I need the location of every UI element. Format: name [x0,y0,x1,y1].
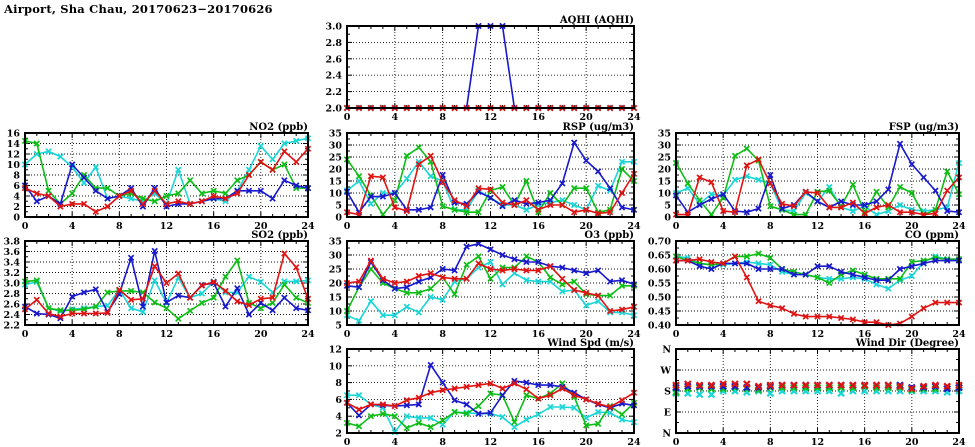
point-markers [673,388,962,398]
svg-text:2.2: 2.2 [325,87,342,99]
svg-text:4: 4 [68,221,76,232]
svg-text:0: 0 [335,212,342,224]
svg-text:25: 25 [328,152,342,164]
svg-text:16: 16 [858,437,872,447]
svg-text:0.55: 0.55 [647,278,671,290]
svg-text:12: 12 [483,112,498,123]
svg-text:3.0: 3.0 [3,278,20,290]
svg-text:N: N [662,428,671,440]
chart-title: Wind Spd (m/s) [547,338,634,349]
svg-text:0: 0 [343,112,351,123]
svg-text:20: 20 [328,278,342,290]
svg-text:24: 24 [952,437,966,447]
svg-text:0.50: 0.50 [647,292,671,304]
chart-title: RSP (ug/m3) [562,122,634,133]
svg-text:2.8: 2.8 [3,289,20,300]
svg-text:24: 24 [952,221,966,232]
svg-text:16: 16 [531,437,545,447]
svg-text:8: 8 [439,221,446,232]
chart-rsp [329,122,641,232]
svg-text:0.60: 0.60 [647,264,671,276]
svg-text:8: 8 [767,437,774,447]
svg-text:8: 8 [439,437,446,447]
svg-text:15: 15 [328,292,342,304]
svg-text:5: 5 [664,200,671,212]
svg-text:24: 24 [627,437,641,447]
svg-text:10: 10 [6,160,20,171]
svg-text:0.45: 0.45 [647,306,671,318]
svg-text:3.8: 3.8 [3,236,20,248]
svg-text:4: 4 [335,411,342,423]
svg-text:5: 5 [335,200,342,212]
chart-title: O3 (ppb) [584,230,634,241]
svg-text:24: 24 [627,221,641,232]
chart-title: NO2 (ppb) [249,122,308,133]
svg-text:24: 24 [952,329,966,340]
point-markers [344,23,636,110]
chart-title: SO2 (ppb) [251,230,308,241]
svg-text:20: 20 [905,329,919,340]
svg-text:2: 2 [335,428,342,440]
series-cyan [673,388,962,398]
svg-text:4: 4 [719,221,727,232]
svg-text:8: 8 [335,378,342,390]
svg-text:16: 16 [531,112,545,123]
svg-text:4: 4 [719,437,727,447]
svg-text:12: 12 [810,329,825,340]
svg-text:20: 20 [579,329,593,340]
svg-text:8: 8 [767,221,774,232]
chart-wdir [659,338,966,447]
svg-text:E: E [663,407,671,419]
axis-labels [659,345,966,447]
svg-text:20: 20 [579,437,593,447]
svg-text:2: 2 [13,202,20,213]
svg-text:20: 20 [254,221,268,232]
svg-text:10: 10 [328,306,342,318]
chart-o3 [329,230,641,340]
svg-text:0: 0 [13,212,20,224]
svg-text:12: 12 [159,329,174,340]
svg-text:16: 16 [858,221,872,232]
svg-text:30: 30 [657,140,671,152]
svg-text:0: 0 [343,221,351,232]
svg-text:10: 10 [328,361,342,373]
svg-text:12: 12 [483,329,498,340]
svg-text:5: 5 [335,320,342,332]
svg-text:0: 0 [664,212,671,224]
svg-text:12: 12 [328,344,342,356]
chart-no2 [7,122,315,232]
svg-text:0: 0 [21,329,29,340]
chart-fsp [658,122,966,232]
point-markers [22,146,310,214]
svg-text:N: N [662,344,671,356]
gridlines [347,133,634,217]
svg-text:8: 8 [13,170,20,182]
svg-text:16: 16 [207,329,221,340]
svg-text:24: 24 [301,329,315,340]
svg-text:12: 12 [810,221,825,232]
svg-text:12: 12 [483,437,498,447]
svg-text:2.4: 2.4 [325,70,342,82]
svg-text:12: 12 [159,221,174,232]
svg-text:35: 35 [328,128,342,140]
svg-text:30: 30 [328,140,342,152]
svg-text:20: 20 [905,221,919,232]
axis-labels [329,345,641,447]
svg-text:20: 20 [328,164,342,176]
svg-text:8: 8 [439,329,446,340]
svg-text:16: 16 [207,221,221,232]
svg-text:15: 15 [328,176,342,188]
svg-text:14: 14 [6,139,20,150]
svg-text:12: 12 [483,221,498,232]
svg-text:2.6: 2.6 [3,299,20,311]
chart-so2 [3,230,315,340]
svg-text:4: 4 [13,191,20,203]
svg-text:24: 24 [301,221,315,232]
chart-title: AQHI (AQHI) [559,15,634,26]
svg-text:2.6: 2.6 [325,54,342,66]
svg-text:16: 16 [531,221,545,232]
svg-text:3.6: 3.6 [3,247,20,258]
chart-title: CO (ppm) [904,230,959,241]
chart-title: Wind Dir (Degree) [855,338,959,349]
svg-text:0: 0 [672,221,680,232]
svg-text:24: 24 [627,112,641,123]
svg-text:0.40: 0.40 [647,320,671,332]
svg-text:4: 4 [391,112,399,123]
svg-text:20: 20 [905,437,919,447]
svg-text:S: S [664,386,671,398]
svg-text:4: 4 [719,329,727,340]
svg-text:35: 35 [657,128,671,140]
svg-text:8: 8 [439,112,446,123]
series-red [22,146,310,214]
svg-text:4: 4 [391,329,399,340]
svg-text:6: 6 [335,394,342,406]
svg-text:12: 12 [6,149,20,161]
svg-text:15: 15 [657,176,671,188]
svg-text:3.4: 3.4 [3,257,20,269]
svg-text:0.65: 0.65 [647,250,671,262]
svg-text:30: 30 [328,250,342,262]
svg-text:25: 25 [328,264,342,276]
svg-text:2.4: 2.4 [3,310,20,321]
svg-text:2.0: 2.0 [325,103,342,115]
gridlines [347,349,634,433]
svg-text:W: W [660,365,671,377]
svg-text:0: 0 [343,437,351,447]
svg-text:8: 8 [767,329,774,340]
svg-text:20: 20 [254,329,268,340]
svg-text:10: 10 [328,188,342,200]
svg-text:2.2: 2.2 [3,320,20,332]
page-title: Airport, Sha Chau, 20170623−20170626 [4,2,273,16]
svg-text:16: 16 [858,329,872,340]
svg-text:8: 8 [116,221,123,232]
svg-text:20: 20 [579,112,593,123]
svg-text:0: 0 [672,437,680,447]
svg-text:16: 16 [531,329,545,340]
svg-text:0: 0 [21,221,29,232]
svg-text:3.0: 3.0 [325,21,342,33]
svg-text:24: 24 [627,329,641,340]
gridlines [347,241,634,325]
svg-text:6: 6 [13,181,20,192]
svg-text:20: 20 [657,164,671,176]
chart-co [648,230,966,340]
svg-text:0.70: 0.70 [647,236,671,248]
chart-wspd [329,338,641,447]
svg-text:20: 20 [579,221,593,232]
svg-text:4: 4 [391,437,399,447]
svg-text:0: 0 [343,329,351,340]
svg-text:12: 12 [810,437,825,447]
svg-text:4: 4 [68,329,76,340]
svg-text:16: 16 [6,128,20,140]
svg-text:10: 10 [657,188,671,200]
svg-text:3.2: 3.2 [3,268,20,279]
chart-title: FSP (ug/m3) [888,122,959,133]
svg-text:4: 4 [391,221,399,232]
svg-text:0: 0 [672,329,680,340]
series-blue [344,23,636,110]
svg-text:35: 35 [328,236,342,248]
svg-text:8: 8 [116,329,123,340]
gridlines [347,26,634,108]
chart-aqhi [325,15,641,123]
svg-text:25: 25 [657,152,671,164]
svg-text:2.8: 2.8 [325,37,342,49]
